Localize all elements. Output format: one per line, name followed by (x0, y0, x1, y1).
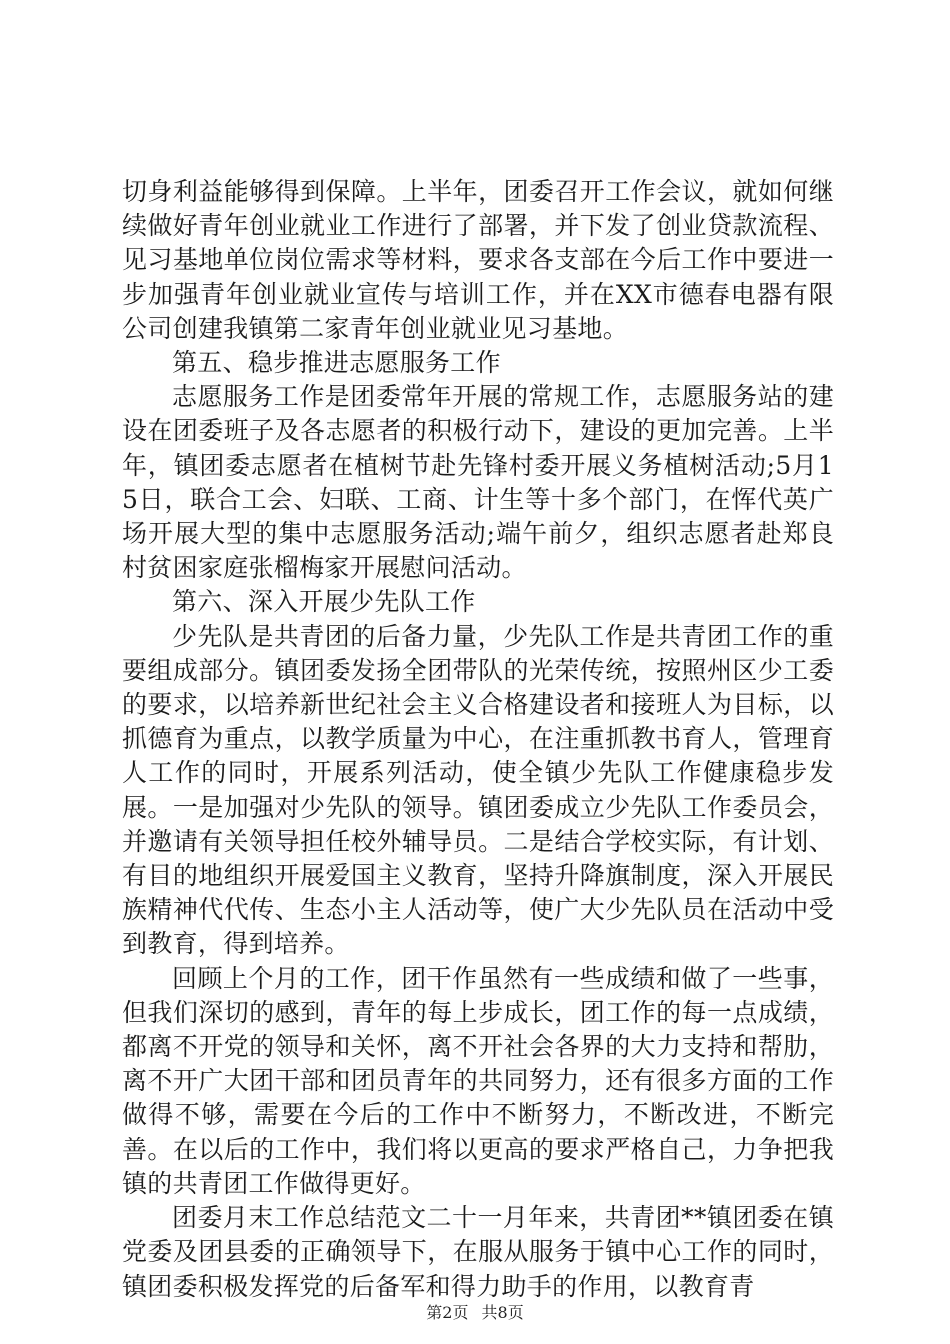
page-footer (0, 1300, 950, 1323)
paragraph-review: 回顾上个月的工作，团干作虽然有一些成绩和做了一些事，但我们深切的感到，青年的每上步成长，团工作的每一点成绩，都离不开党的领导和关怀，离不开社会各界的大力支持和帮肋，离不开广大团干部和团员青年的共同努力，还有很多方面的工作做得不够，需要在今后的工作中不断努力，不断改进，不断完善。在以后的工作中，我们将以更高的要求严格自己，力争把我镇的共青团工作做得更好。 (122, 963, 834, 1198)
paragraph-young-pioneers: 少先队是共青团的后备力量，少先队工作是共青团工作的重要组成部分。镇团委发扬全团带队的光荣传统，按照州区少工委的要求，以培养新世纪社会主义合格建设者和接班人为目标，以抓德育为重点，以教学质量为中心，在注重抓教书育人，管理育人工作的同时，开展系列活动，使全镇少先队工作健康稳步发展。一是加强对少先队的领导。镇团委成立少先队工作委员会，并邀请有关领导担任校外辅导员。二是结合学校实际，有计划、有目的地组织开展爱国主义教育，坚持升降旗制度，深入开展民族精神代代传、生态小主人活动等，使广大少先队员在活动中受到教育，得到培养。 (122, 621, 834, 959)
document-body (122, 175, 834, 1304)
section-heading-young-pioneers: 第六、深入开展少先队工作 (172, 587, 476, 617)
page-number-current: 第2页 (426, 1303, 469, 1322)
section-heading-volunteer: 第五、稳步推进志愿服务工作 (172, 348, 501, 378)
paragraph-continuation: 切身利益能够得到保障。上半年，团委召开工作会议，就如何继续做好青年创业就业工作进行了部署，并下发了创业贷款流程、见习基地单位岗位需求等材料，要求各支部在今后工作中要进一步加强青年创业就业宣传与培训工作，并在XX市德春电器有限公司创建我镇第二家青年创业就业见习基地。 (122, 177, 834, 343)
page-number-total: 共8页 (481, 1303, 524, 1322)
paragraph-summary-sample: 团委月末工作总结范文二十一月年来，共青团**镇团委在镇党委及团县委的正确领导下，在服从服务于镇中心工作的同时，镇团委积极发挥党的后备军和得力助手的作用，以教育青 (122, 1203, 834, 1301)
paragraph-volunteer-service: 志愿服务工作是团委常年开展的常规工作，志愿服务站的建设在团委班子及各志愿者的积极行动下，建设的更加完善。上半年，镇团委志愿者在植树节赴先锋村委开展义务植树活动;5月15日，联合工会、妇联、工商、计生等十多个部门，在恽代英广场开展大型的集中志愿服务活动;端午前夕，组织志愿者赴郑良村贫困家庭张榴梅家开展慰问活动。 (122, 382, 834, 583)
